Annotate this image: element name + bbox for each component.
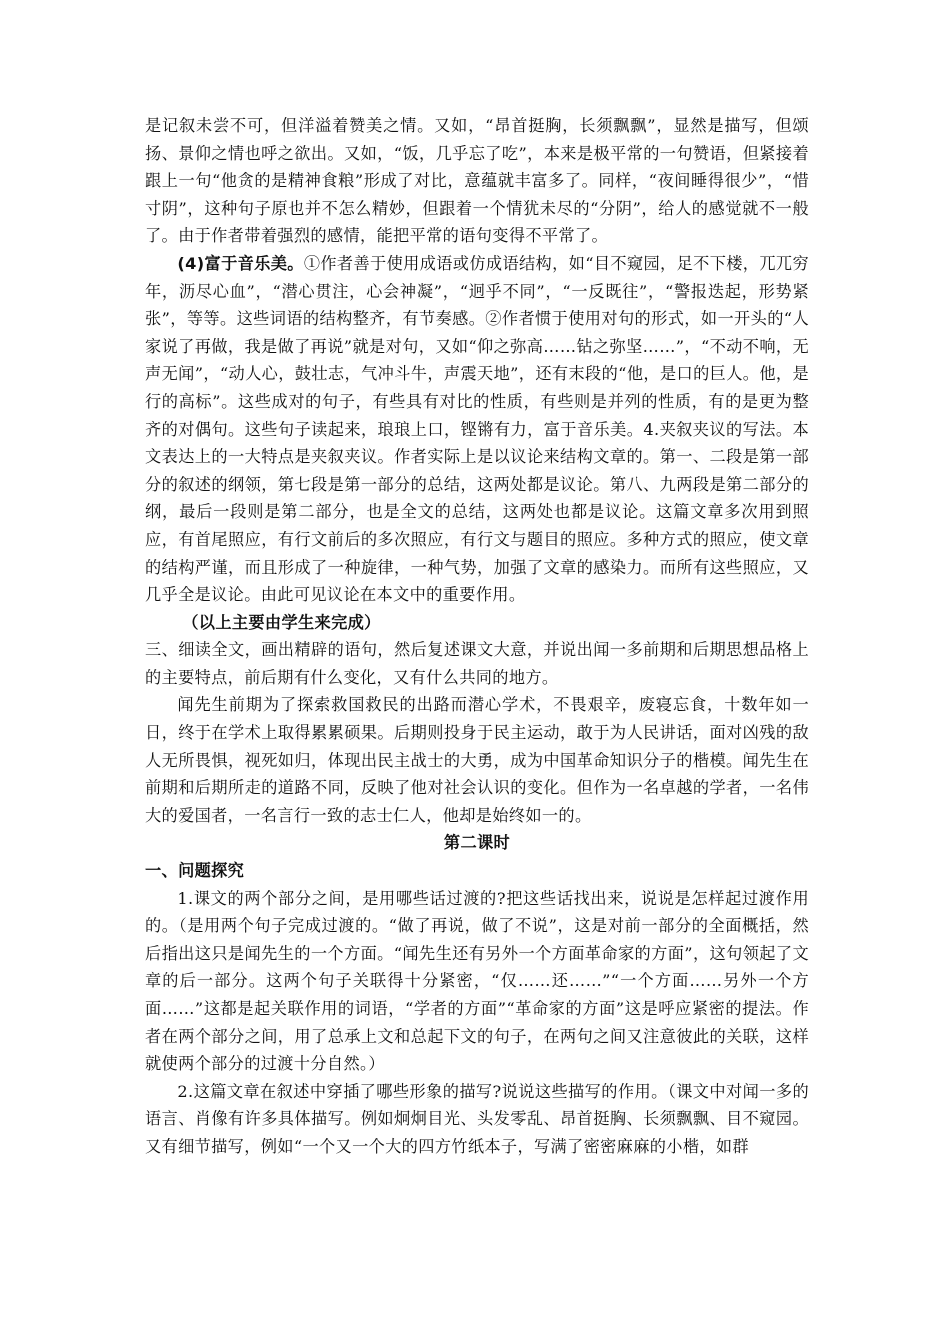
paragraph-music-beauty [145,250,809,609]
paragraph-praise-sentences: 是记叙未尝不可，但洋溢着赞美之情。又如，“昂首挺胸，长须飘飘”，显然是描写，但颂扬、景仰之情也呼之欲出。又如，“饭，几乎忘了吃”，本来是极平常的一句赞语，但紧接着跟上一句“他贪的是精神食粮”形成了对比，意蕴就丰富多了。同样，“夜间睡得很少”，“惜寸阴”，这种句子原也并不怎么精妙，但跟着一个情犹未尽的“分阴”，给人的感觉就不一般了。由于作者带着强烈的感情，能把平常的语句变得不平常了。 [145,116,809,246]
task-three: 三、细读全文，画出精辟的语句，然后复述课文大意，并说出闻一多前期和后期思想品格上的主要特点，前后期有什么变化，又有什么共同的地方。 [145,640,809,687]
section-title: 第二课时 [443,833,511,853]
student-note: （以上主要由学生来完成） [182,612,381,632]
answer-three: 闻先生前期为了探索救国救民的出路而潜心学术，不畏艰辛，废寝忘食，十数年如一日，终于在学术上取得累累硕果。后期则投身于民主运动，敢于为人民讲话，面对凶残的敌人无所畏惧，视死如归，体现出民主战士的大勇，成为中国革命知识分子的楷模。闻先生在前期和后期所走的道路不同，反映了他对社会认识的变化。但作为一名卓越的学者，一名伟大的爱国者，一名言行一致的志士仁人，他却是始终如一的。 [145,695,809,825]
point-heading: (4)富于音乐美。 [177,253,304,273]
question-one: 1.课文的两个部分之间，是用哪些话过渡的?把这些话找出来，说说是怎样起过渡作用的。（是用两个句子完成过渡的。“做了再说，做了不说”，这是对前一部分的全面概括，然后指出这只是闻先生的一个方面。“闻先生还有另外一个方面革命家的方面”，这句领起了文章的后一部分。这两个句子关联得十分紧密，“仅……还……”“一个方面……另外一个方面……”这都是起关联作用的词语，“学者的方面”“革命家的方面”这是呼应紧密的提法。作者在两个部分之间，用了总承上文和总起下文的句子，在两句之间又注意彼此的关联，这样就使两个部分的过渡十分自然。） [145,888,809,1074]
point-body: ①作者善于使用成语或仿成语结构，如“目不窥园，足不下楼，兀兀穷年，沥尽心血”，“潜心贯注，心会神凝”，“迥乎不同”，“一反既往”，“警报迭起，形势紧张”，等等。这些词语的结构整齐，有节奏感。②作者惯于使用对句的形式，如一开头的“人家说了再做，我是做了再说”就是对句，又如“仰之弥高……钻之弥坚……”，“不动不响，无声无闻”，“动人心，鼓壮志，气冲斗牛，声震天地”，还有末段的“他，是口的巨人。他，是行的高标”。这些成对的句子，有些具有对比的性质，有些则是并列的性质，有的是更为整齐的对偶句。这些句子读起来，琅琅上口，铿锵有力，富于音乐美。4.夹叙夹议的写法。本文表达上的一大特点是夹叙夹议。作者实际上是以议论来结构文章的。第一、二段是第一部分的叙述的纲领，第七段是第一部分的总结，这两处都是议论。第八、九两段是第二部分的纲，最后一段则是第二部分，也是全文的总结，这两处也都是议论。这篇文章多次用到照应，有首尾照应，有行文前后的多次照应，有行文与题目的照应。多种方式的照应，使文章的结构严谨，而且形成了一种旋律，一种气势，加强了文章的感染力。而所有这些照应，又几乎全是议论。由此可见议论在本文中的重要作用。 [145,253,809,605]
question-two: 2.这篇文章在叙述中穿插了哪些形象的描写?说说这些描写的作用。（课文中对闻一多的语言、肖像有许多具体描写。例如炯炯目光、头发零乱、昂首挺胸、长须飘飘、目不窥园。又有细节描写，例如“一个又一个大的四方竹纸本子，写满了密密麻麻的小楷，如群 [145,1081,809,1156]
document-page [145,112,809,1161]
subheading-inquiry: 一、问题探究 [145,861,245,881]
